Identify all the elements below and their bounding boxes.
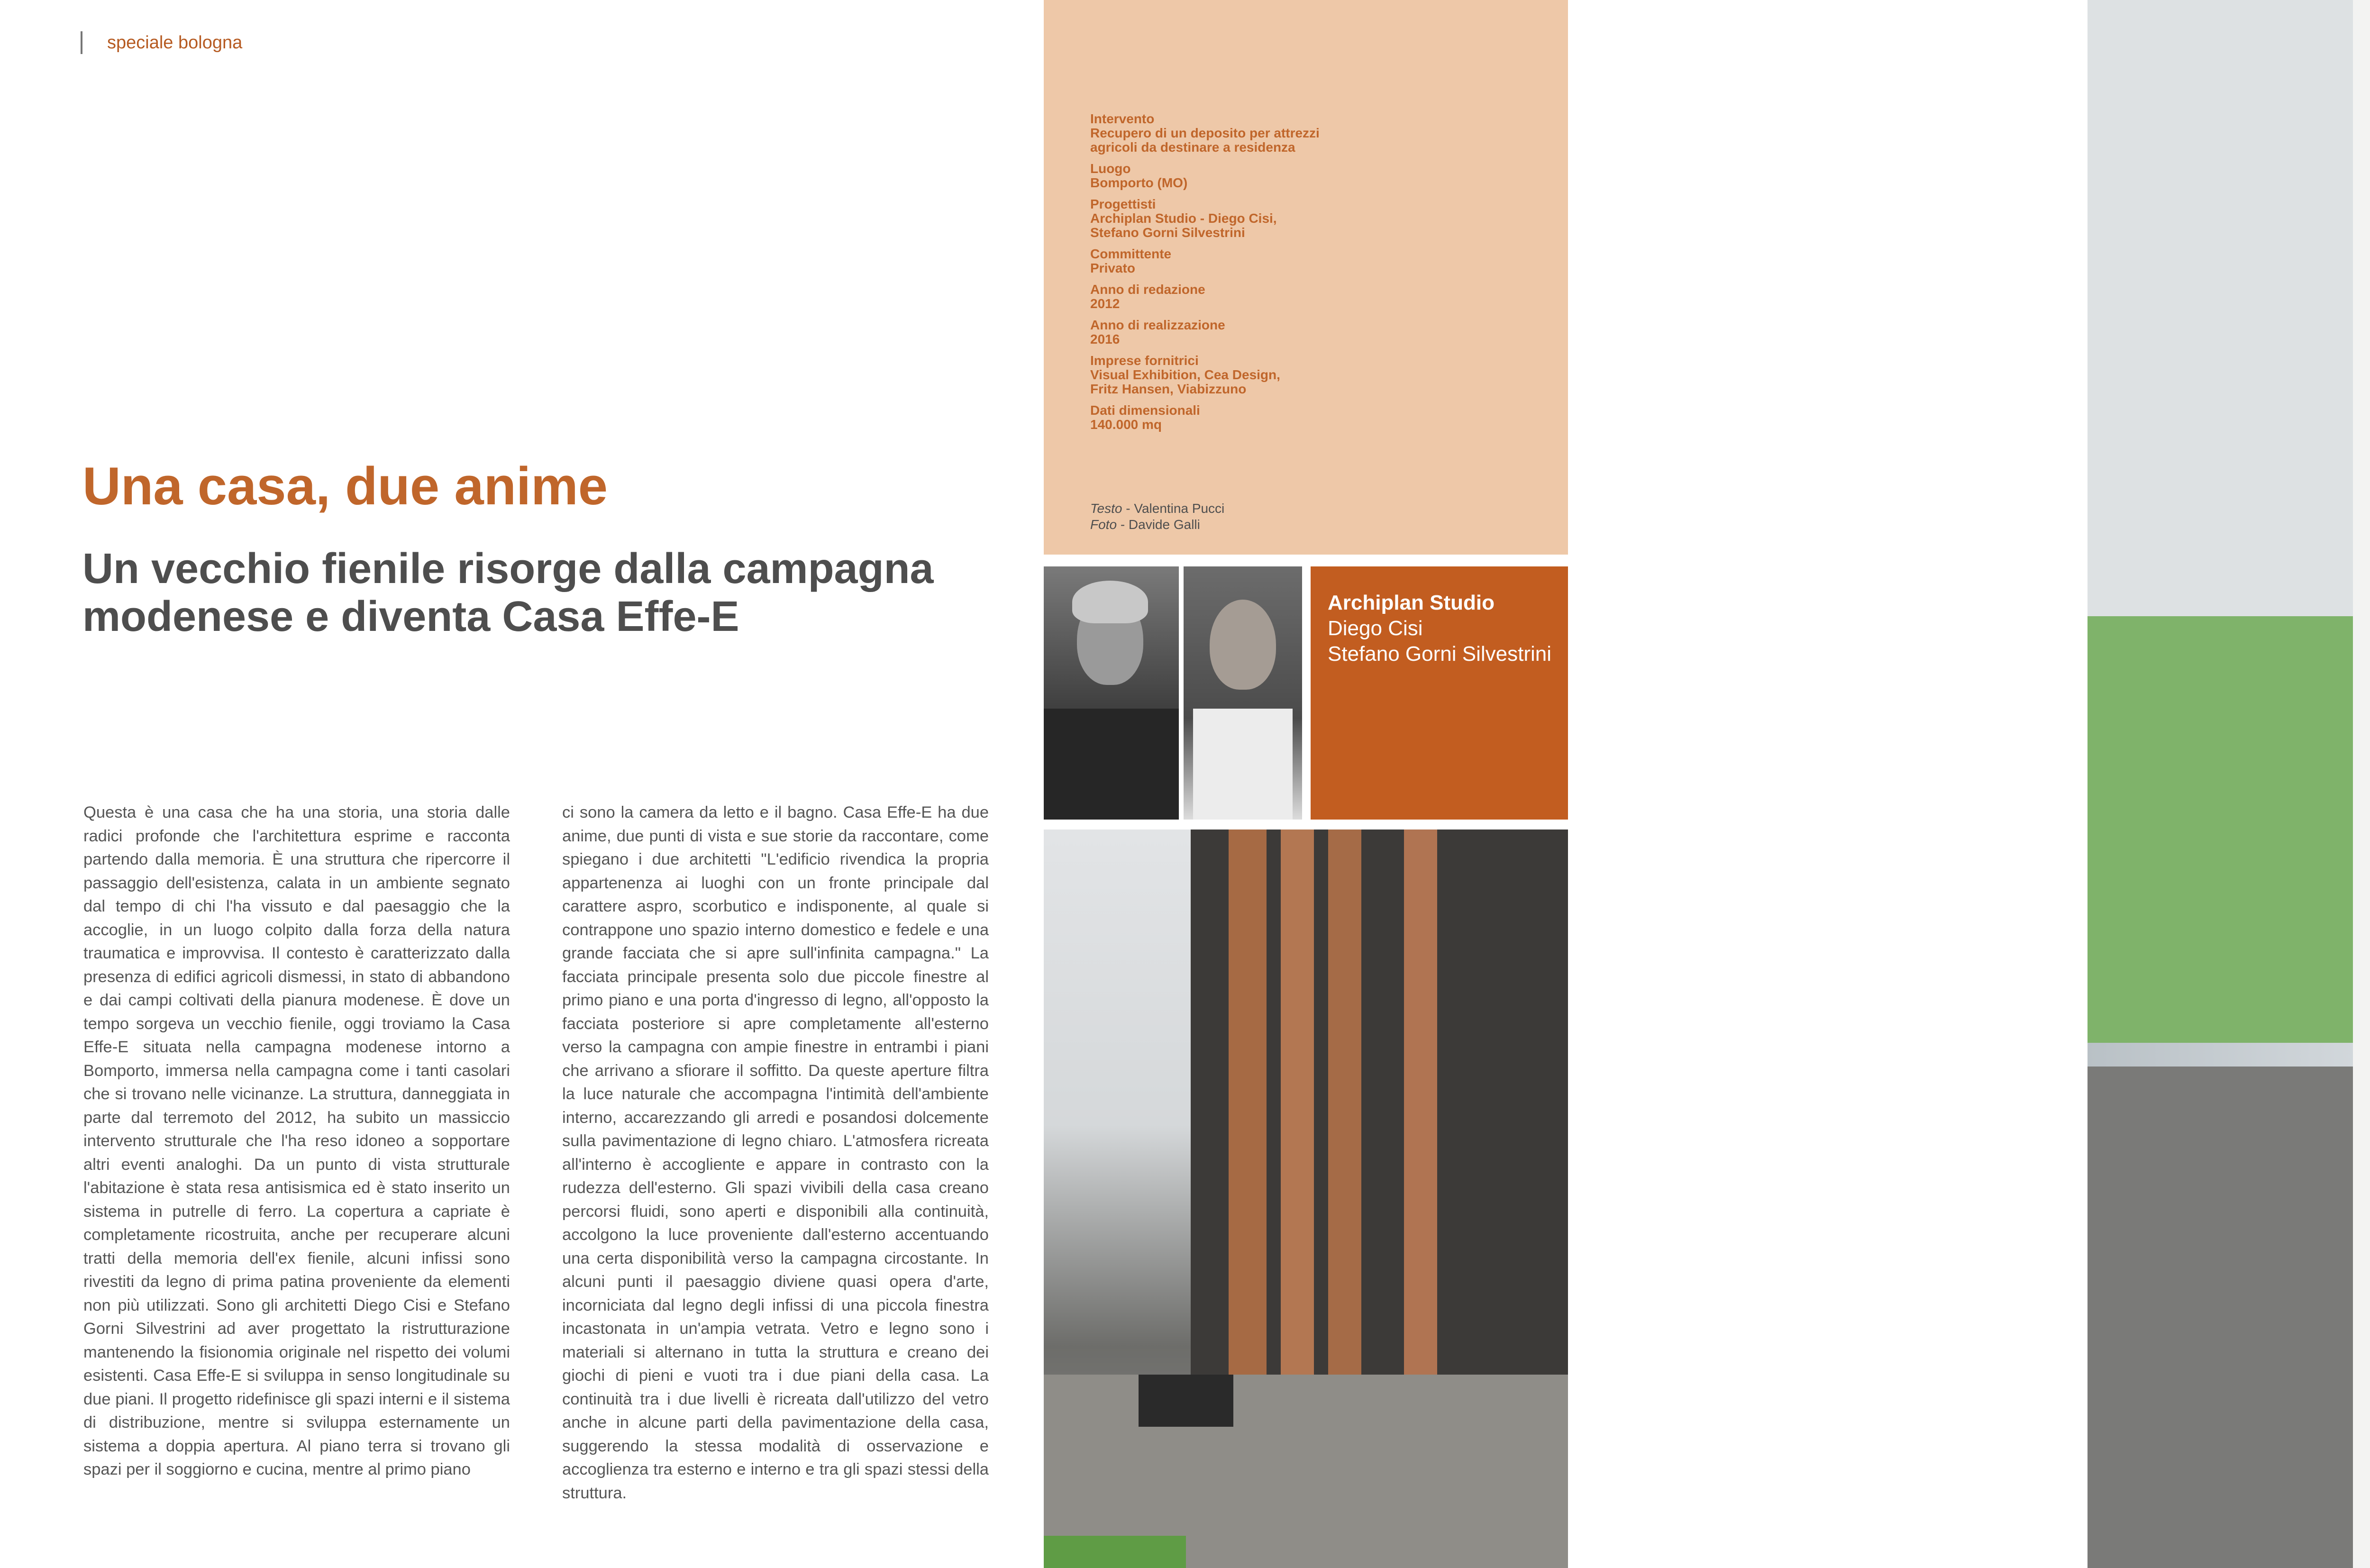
project-info-list <box>1090 112 1422 439</box>
info-value: Bomporto (MO) <box>1090 175 1188 190</box>
portrait-stefano-gorni-silvestrini <box>1184 566 1302 820</box>
info-value: 140.000 mq <box>1090 417 1162 432</box>
info-value: 2016 <box>1090 332 1120 346</box>
credits <box>1090 501 1224 533</box>
info-item-anno-realizzazione <box>1090 318 1422 346</box>
studio-box <box>1311 566 1568 820</box>
portrait-diego-cisi <box>1044 566 1179 820</box>
section-tag: speciale bologna <box>81 31 242 54</box>
photo-credit-label: Foto <box>1090 517 1117 532</box>
info-item-dati <box>1090 403 1422 432</box>
photo-credit <box>1090 517 1224 533</box>
info-label: Dati dimensionali <box>1090 403 1200 418</box>
text-credit-label: Testo <box>1090 501 1122 516</box>
info-value: 2012 <box>1090 296 1120 311</box>
project-info-panel <box>1044 0 1568 555</box>
article-title: Una casa, due anime <box>82 456 608 516</box>
text-credit <box>1090 501 1224 517</box>
info-value: Recupero di un deposito per attrezzi agricoli da destinare a residenza <box>1090 126 1320 155</box>
text-credit-name: - Valentina Pucci <box>1126 501 1225 516</box>
info-item-imprese <box>1090 354 1422 396</box>
info-value: Privato <box>1090 261 1135 275</box>
studio-architect-2: Stefano Gorni Silvestrini <box>1328 642 1551 665</box>
info-item-anno-redazione <box>1090 283 1422 311</box>
info-label: Intervento <box>1090 111 1155 126</box>
info-item-committente <box>1090 247 1422 275</box>
info-item-luogo <box>1090 162 1422 190</box>
info-value: Visual Exhibition, Cea Design, Fritz Hansen, Viabizzuno <box>1090 367 1280 396</box>
article-subtitle: Un vecchio fienile risorge dalla campagna modenese e diventa Casa Effe-E <box>82 545 934 640</box>
info-label: Anno di redazione <box>1090 282 1205 297</box>
studio-architect-1: Diego Cisi <box>1328 617 1423 640</box>
info-item-progettisti <box>1090 197 1422 240</box>
info-label: Progettisti <box>1090 197 1156 211</box>
info-label: Anno di realizzazione <box>1090 318 1225 332</box>
interior-photo <box>2087 0 2370 1568</box>
photo-credit-name: - Davide Galli <box>1120 517 1200 532</box>
studio-name: Archiplan Studio <box>1328 591 1495 614</box>
info-label: Committente <box>1090 246 1172 261</box>
body-column-2: ci sono la camera da letto e il bagno. Casa Effe-E ha due anime, due punti di vista e sue storie da raccontare, come spiegano i due architetti "L'edificio rivendica la propria appartenenza ai luoghi con un fronte principale dal carattere aspro, scorbutico e indisponente, al quale si contrappone uno spazio interno domestico e fedele e una grande facciata che si apre sull'infinita campagna." La facciata principale presenta solo due piccole finestre al primo piano e una porta d'ingresso di legno, all'opposto la facciata posteriore si apre completamente all'esterno verso la campagna con ampie finestre in entrambi i piani che arrivano a sfiorare il soffitto. Da queste aperture filtra la luce naturale che accompagna l'intimità dell'ambiente interno, accarezzando gli arredi e posandosi dolcemente sulla pavimentazione di legno chiaro. L'atmosfera ricreata all'interno è accogliente e appare in contrasto con la rudezza dell'esterno. Gli spazi vivibili della casa creano percorsi fluidi, sono aperti e disponibili alla continuità, accolgono la luce proveniente dall'esterno accentuando una certa disponibilità verso la campagna circostante. In alcuni punti il paesaggio diviene quasi opera d'arte, incorniciata dal legno degli infissi di una piccola finestra incastonata in un'ampia vetrata. Vetro e legno sono i materiali si alternano in tutta la struttura e creano dei giochi di pieni e vuoti tra i due piani della casa. La continuità tra i due livelli è ricreata dall'utilizzo del vetro anche in alcune parti della pavimentazione della casa, suggerendo la stessa modalità di osservazione e accoglienza tra esterno e interno e tra gli spazi stessi della struttura. <box>562 803 989 1502</box>
info-item-intervento <box>1090 112 1422 155</box>
info-label: Imprese fornitrici <box>1090 353 1199 368</box>
info-value: Archiplan Studio - Diego Cisi, Stefano Gorni Silvestrini <box>1090 211 1277 240</box>
facade-photo <box>1044 830 1568 1568</box>
info-label: Luogo <box>1090 161 1131 176</box>
body-column-1: Questa è una casa che ha una storia, una storia dalle radici profonde che l'architettura esprime e racconta partendo dalla memoria. È una struttura che ripercorre il passaggio dell'esistenza, calata in un ambiente segnato dal tempo di chi l'ha vissuto e dal paesaggio che la accoglie, in un luogo colpito dalla forza della natura traumatica e improvvisa. Il contesto è caratterizzato dalla presenza di edifici agricoli dismessi, in stato di abbandono e dai campi coltivati della pianura modenese. È dove un tempo sorgeva un vecchio fienile, oggi troviamo la Casa Effe-E situata nella campagna modenese intorno a Bomporto, immersa nella campagna come i tanti casolari che si trovano nelle vicinanze. La struttura, danneggiata in parte dal terremoto del 2012, ha subito un massiccio intervento strutturale che l'ha reso idoneo a sopportare altri eventi analoghi. Da un punto di vista strutturale l'abitazione è stata resa antisismica ed è stato inserito un sistema in putrelle di ferro. La copertura a capriate è completamente ricostruita, anche per recuperare alcuni tratti della memoria dell'ex fienile, alcuni infissi sono rivestiti da legno di prima patina proveniente da elementi non più utilizzati. Sono gli architetti Diego Cisi e Stefano Gorni Silvestrini ad aver progettato la ristrutturazione mantenendo la fisionomia originale nel rispetto dei volumi esistenti. Casa Effe-E si sviluppa in senso longitudinale su due piani. Il progetto ridefinisce gli spazi interni e il sistema di distribuzione, mentre si sviluppa esternamente un sistema a doppia apertura. Al piano terra si trovano gli spazi per il soggiorno e cucina, mentre al primo piano <box>83 803 510 1478</box>
